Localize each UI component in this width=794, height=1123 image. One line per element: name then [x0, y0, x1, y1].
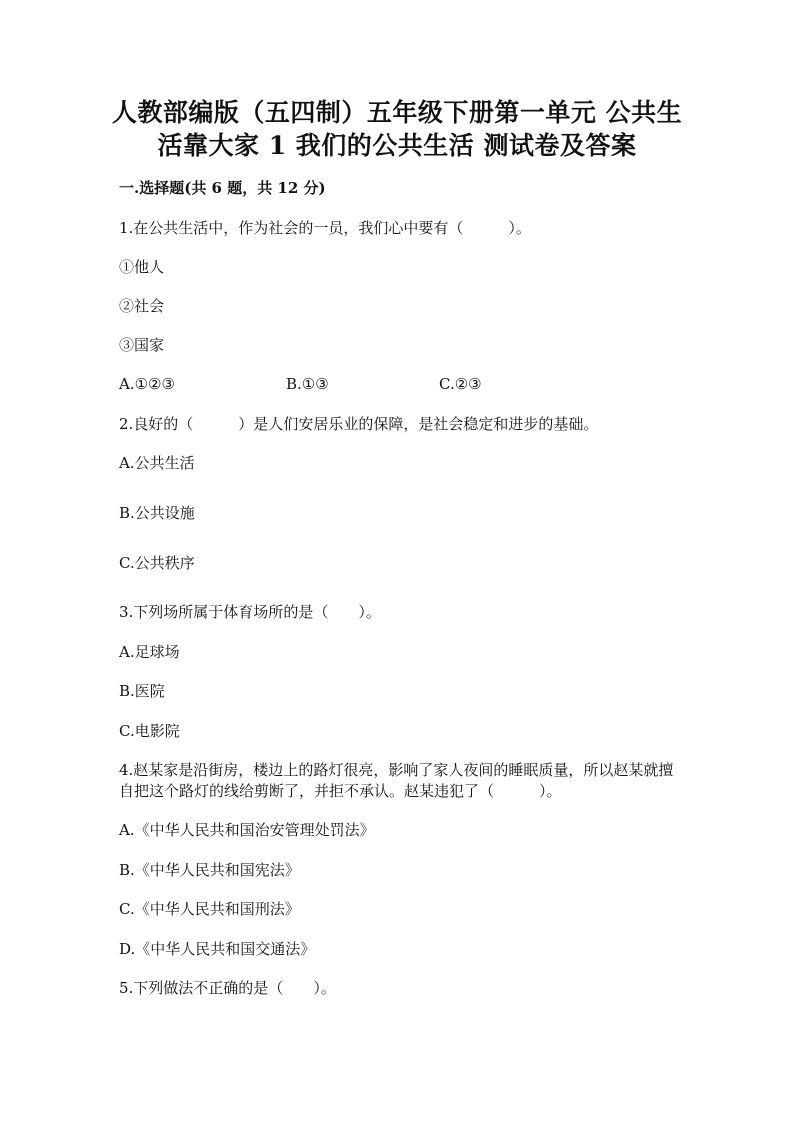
question-1-item-3: ③国家: [119, 336, 165, 354]
question-4-stem: 4.赵某家是沿街房，楼边上的路灯很亮，影响了家人夜间的睡眠质量，所以赵某就擅自把这个路灯的线给剪断了，并拒不承认。赵某违犯了（ ）。: [119, 761, 674, 800]
document-title-line-1: 人教部编版（五四制）五年级下册第一单元 公共生: [111, 98, 683, 127]
document-title-line-2: 活靠大家 1 我们的公共生活 测试卷及答案: [157, 131, 637, 160]
question-3-stem: 3.下列场所属于体育场所的是（ ）。: [119, 603, 381, 621]
question-4-option-a: A.《中华人民共和国治安管理处罚法》: [119, 821, 375, 839]
question-3-option-a: A.足球场: [119, 643, 180, 661]
section-heading-choice: 一.选择题(共 6 题，共 12 分): [119, 179, 326, 197]
question-1-option-a: A.①②③: [119, 375, 175, 393]
question-3-option-b: B.医院: [119, 682, 165, 700]
question-3-option-c: C.电影院: [119, 722, 180, 740]
question-4-option-d: D.《中华人民共和国交通法》: [119, 940, 316, 958]
question-1-stem: 1.在公共生活中，作为社会的一员，我们心中要有（ ）。: [119, 219, 531, 237]
question-1-option-b: B.①③: [286, 375, 329, 393]
question-4-option-c: C.《中华人民共和国刑法》: [119, 900, 300, 918]
question-1-item-1: ①他人: [119, 258, 165, 276]
question-4-option-b: B.《中华人民共和国宪法》: [119, 861, 300, 879]
question-2-option-c: C.公共秩序: [119, 554, 195, 572]
question-2-option-a: A.公共生活: [119, 454, 195, 472]
question-2-stem: 2.良好的（ ）是人们安居乐业的保障，是社会稳定和进步的基础。: [119, 415, 599, 433]
question-1-option-c: C.②③: [439, 375, 482, 393]
question-1-item-2: ②社会: [119, 297, 165, 315]
question-5-stem: 5.下列做法不正确的是（ ）。: [119, 979, 336, 997]
question-2-option-b: B.公共设施: [119, 504, 195, 522]
